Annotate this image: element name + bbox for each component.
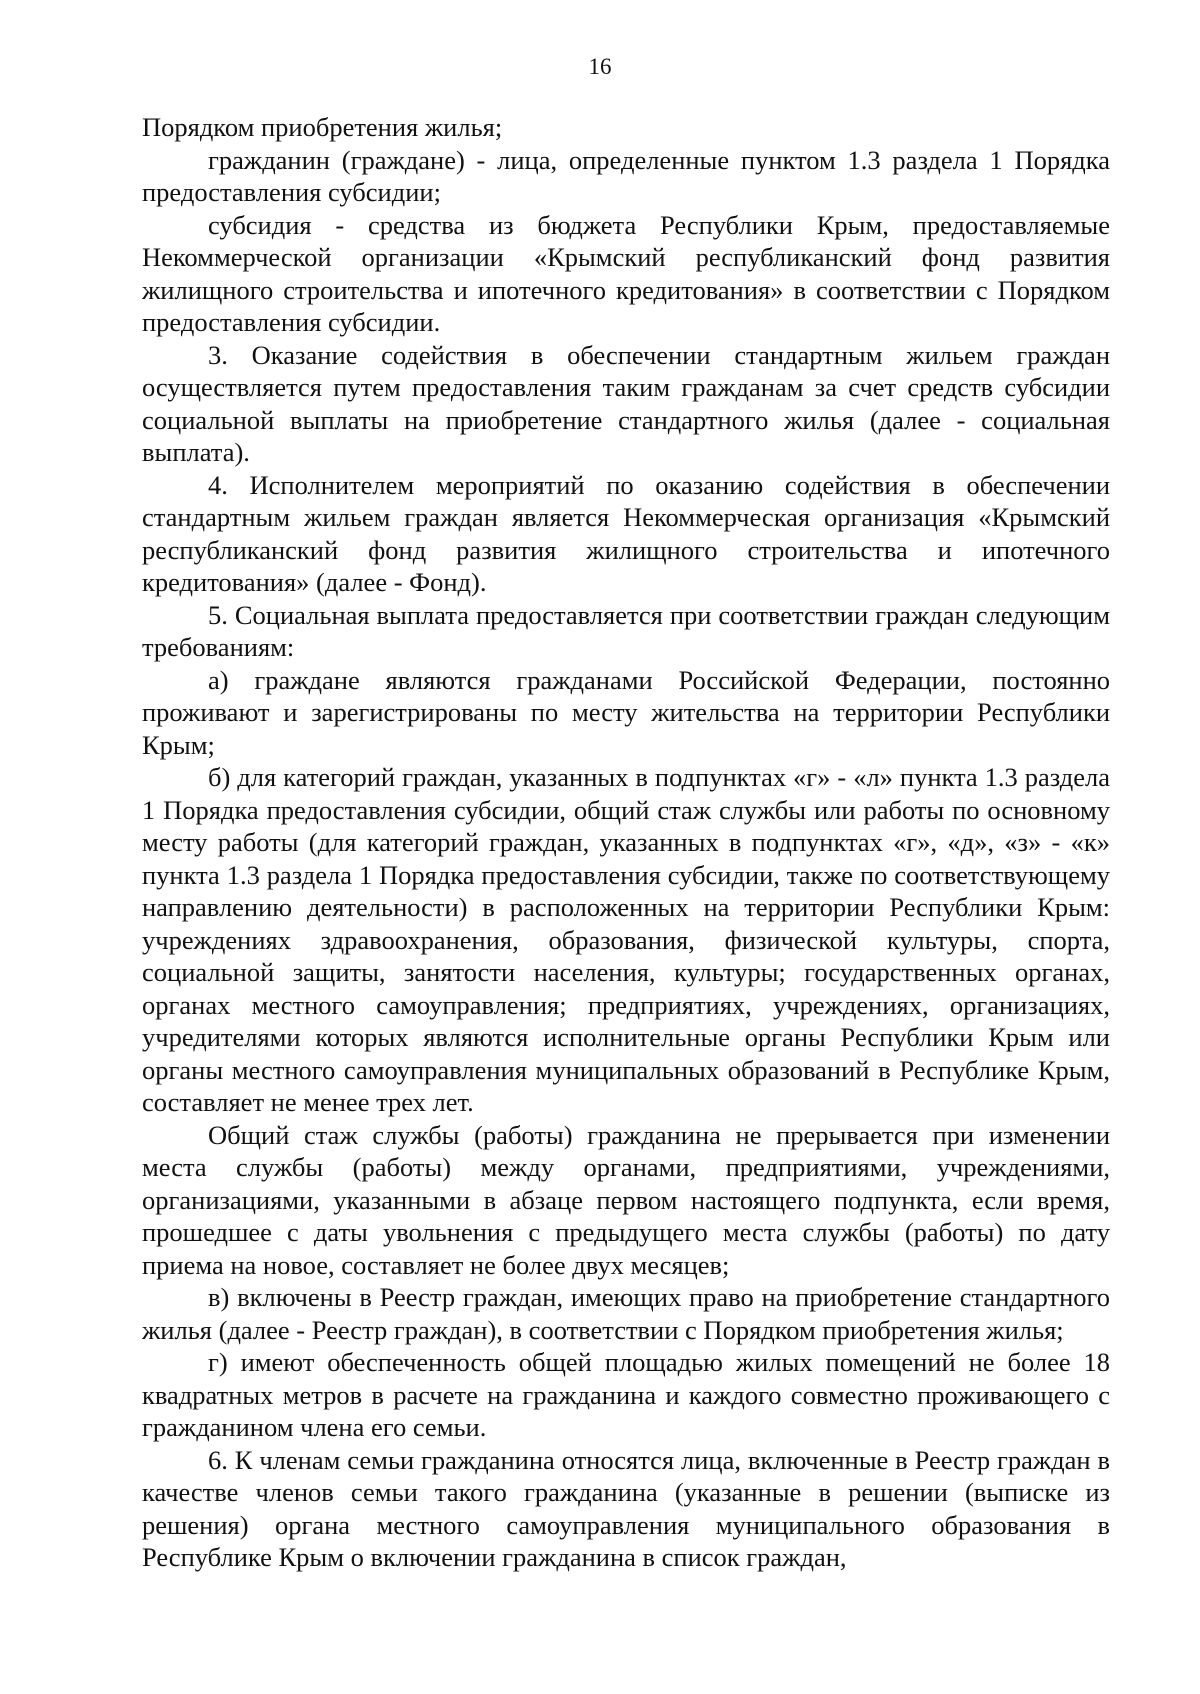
paragraph-continuation: Порядком приобретения жилья; — [142, 112, 503, 142]
paragraph-item-3: 3. Оказание содействия в обеспечении стандартным жильем граждан осуществляется путем предоставления таким гражданам за счет средств субсидии социальной выплаты на приобретение стандартного жилья (далее - социальная выплата). — [142, 339, 1110, 467]
paragraph-item-5v: в) включены в Реестр граждан, имеющих право на приобретение стандартного жилья (далее - Реестр граждан), в соответствии с Порядком приобретения жилья; — [142, 1282, 1110, 1345]
paragraph-item-5b: б) для категорий граждан, указанных в подпунктах «г» - «л» пункта 1.3 раздела 1 Порядка предоставления субсидии, общий стаж службы или работы по основному месту работы (для категорий граждан, указанных в подпунктах «г», «д», «з» - «к» пункта 1.3 раздела 1 Порядка предоставления субсидии, также по соответствующему направлению деятельности) в расположенных на территории Республики Крым: учреждениях здравоохранения, образования, физической культуры, спорта, социальной защиты, занятости населения, культуры; государственных органах, органах местного самоуправления; предприятиях, учреждениях, организациях, учредителями которых являются исполнительные органы Республики Крым или органы местного самоуправления муниципальных образований в Республике Крым, составляет не менее трех лет. — [142, 762, 1110, 1117]
paragraph-item-5g: г) имеют обеспеченность общей площадью жилых помещений не более 18 квадратных метров в расчете на гражданина и каждого совместно проживающего с гражданином члена его семьи. — [142, 1347, 1110, 1442]
paragraph-item-5a: а) граждане являются гражданами Российской Федерации, постоянно проживают и зарегистрированы по месту жительства на территории Республики Крым; — [142, 664, 1110, 760]
paragraph-definition-subsidy: субсидия - средства из бюджета Республики Крым, предоставляемые Некоммерческой организации «Крымский республиканский фонд развития жилищного строительства и ипотечного кредитования» в соответствии с Порядком предоставления субсидии. — [142, 209, 1110, 337]
paragraph-item-5b-continued: Общий стаж службы (работы) гражданина не прерывается при изменении места службы (работы) между органами, предприятиями, учреждениями, организациями, указанными в абзаце первом настоящего подпункта, если время, прошедшее с даты увольнения с предыдущего места службы (работы) по дату приема на новое, составляет не более двух месяцев; — [142, 1119, 1110, 1280]
paragraph-item-5: 5. Социальная выплата предоставляется при соответствии граждан следующим требованиям: — [142, 599, 1110, 662]
paragraph-item-4: 4. Исполнителем мероприятий по оказанию содействия в обеспечении стандартным жильем граждан является Некоммерческая организация «Крымский республиканский фонд развития жилищного строительства и ипотечного кредитования» (далее - Фонд). — [142, 469, 1110, 597]
paragraph-definition-citizen: гражданин (граждане) - лица, определенные пунктом 1.3 раздела 1 Порядка предоставления субсидии; — [142, 144, 1110, 207]
document-body — [142, 111, 1110, 1574]
paragraph-item-6: 6. К членам семьи гражданина относятся лица, включенные в Реестр граждан в качестве членов семьи такого гражданина (указанные в решении (выписке из решения) органа местного самоуправления муниципального образования в Республике Крым о включении гражданина в список граждан, — [142, 1444, 1110, 1572]
page-number: 16 — [588, 54, 612, 79]
